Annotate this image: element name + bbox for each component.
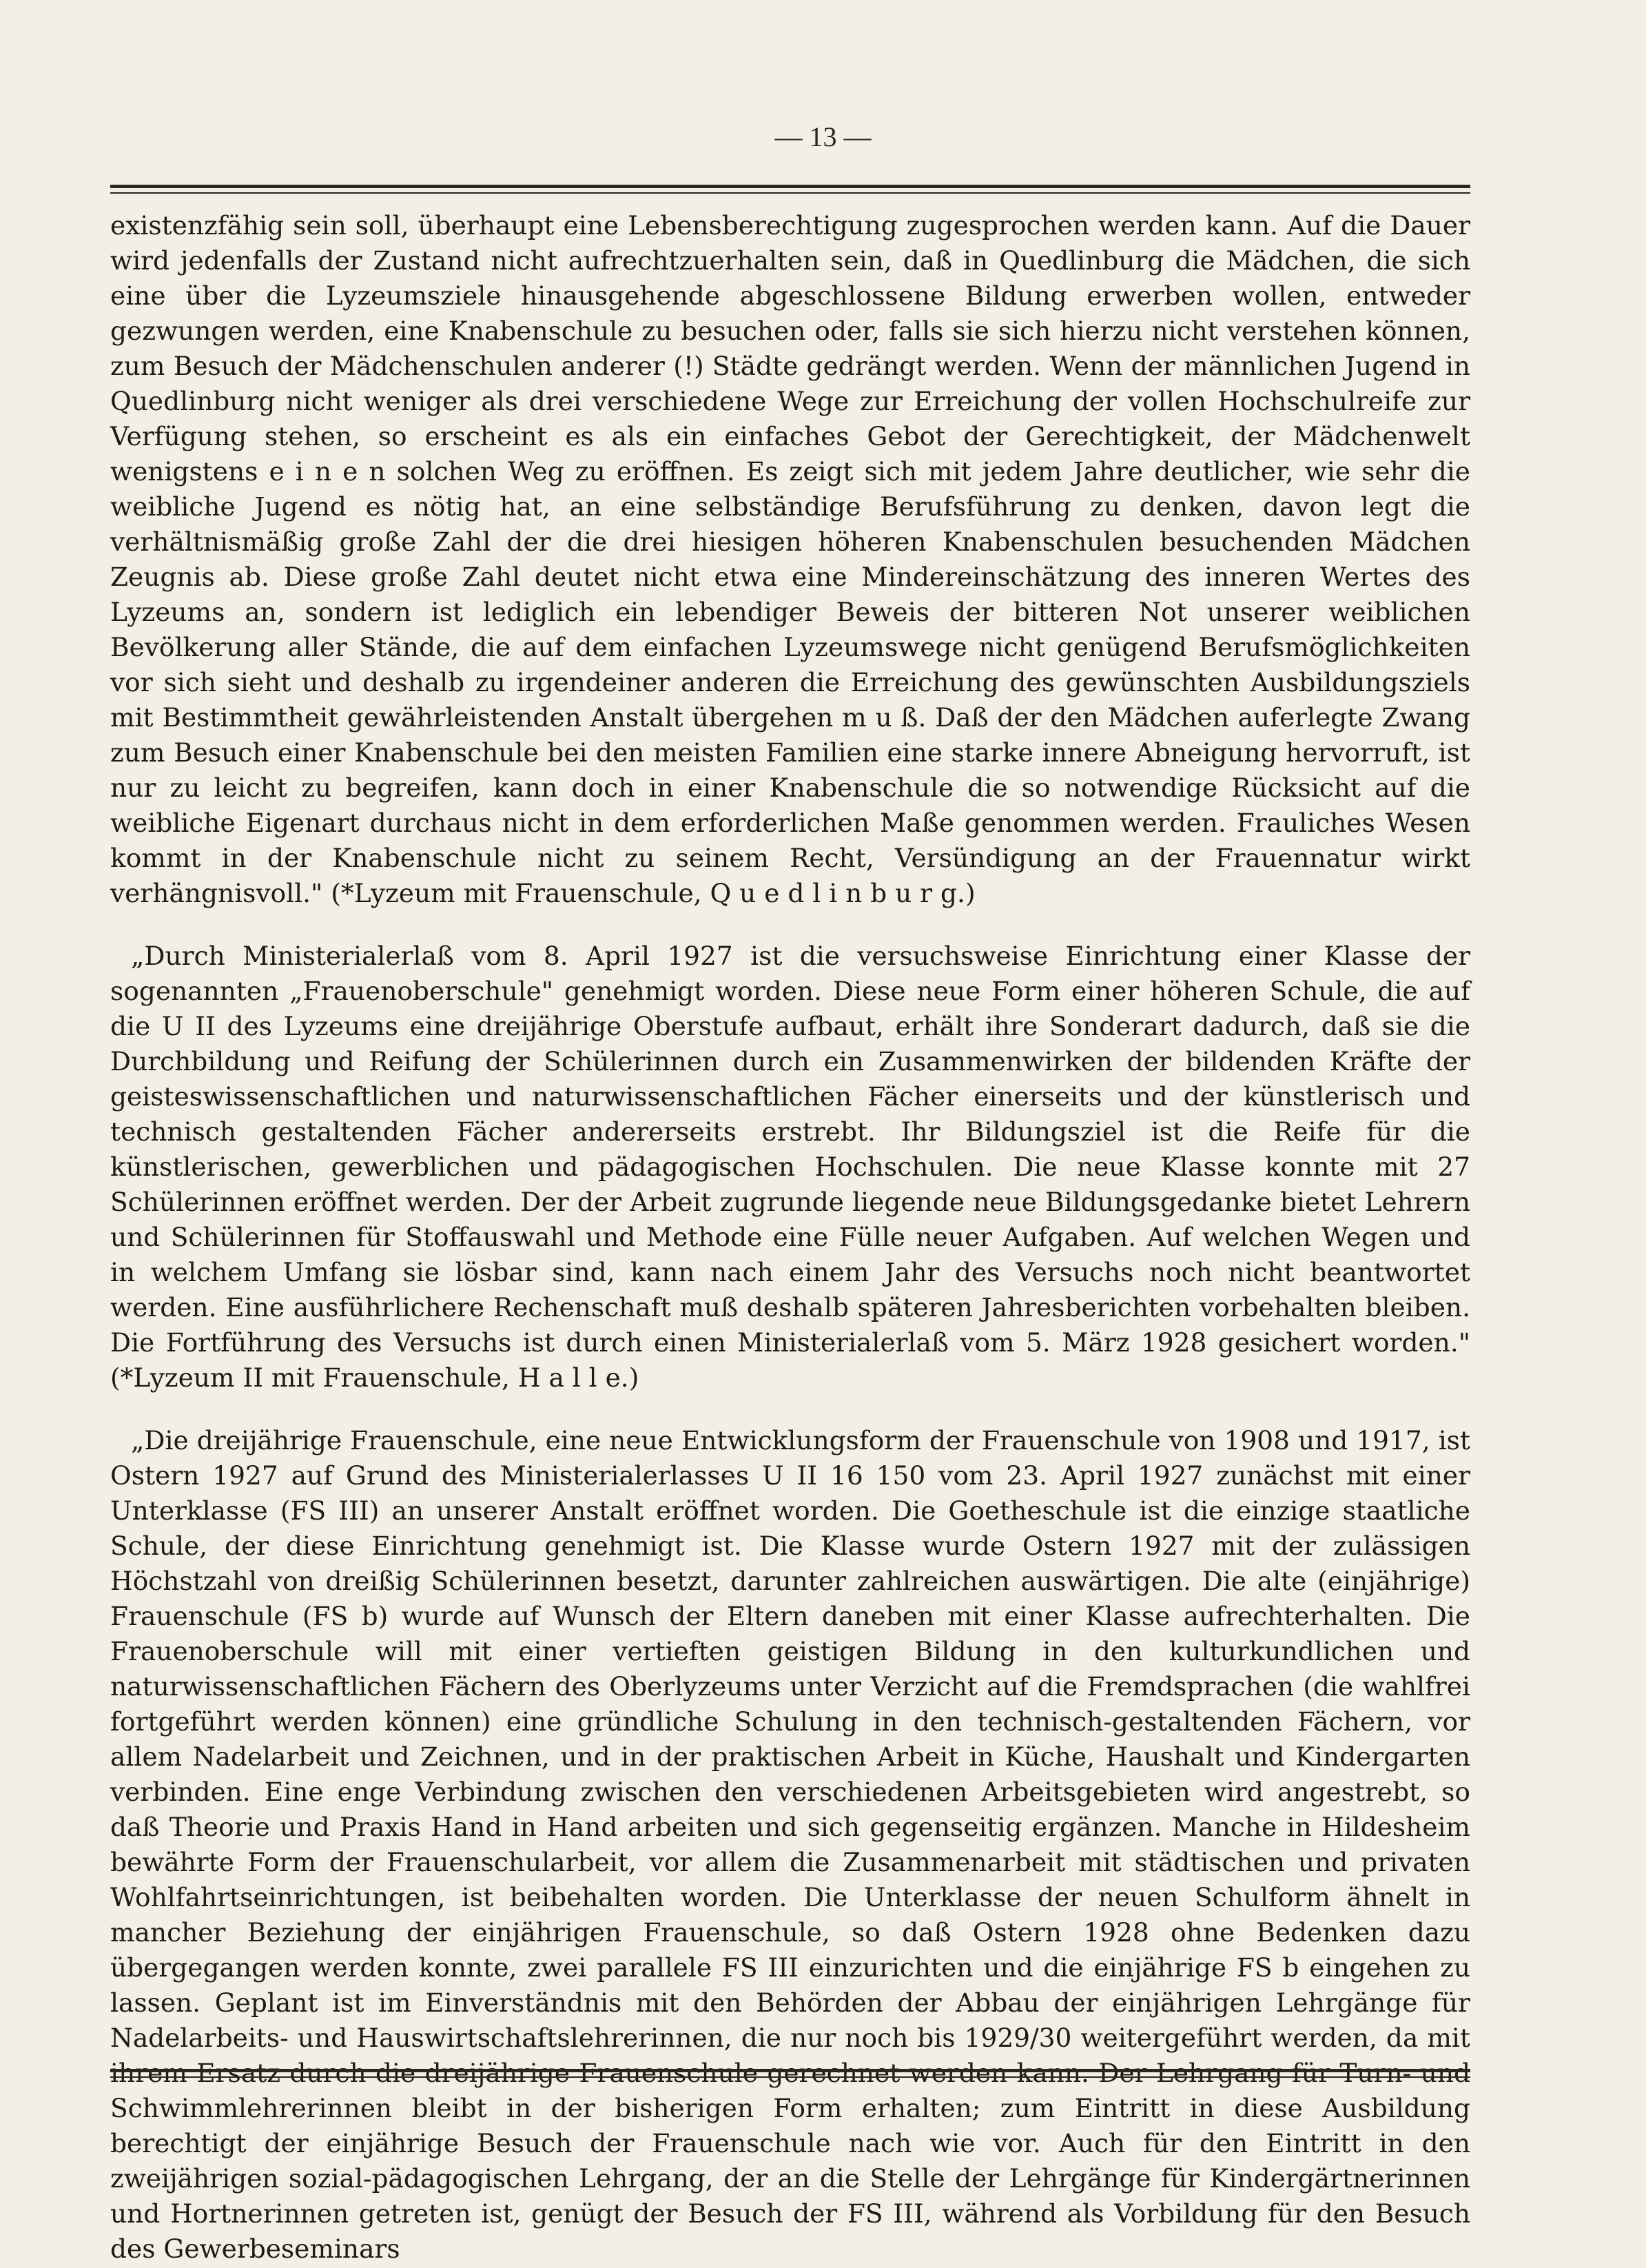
paragraph-2: „Durch Ministerialerlaß vom 8. April 1927 ist die versuchsweise Einrichtung einer Klasse der sogenannten „Frauenoberschule" genehmigt worden. Diese neue Form einer höheren Schule, die auf die U II des Lyzeums eine dreijährige Oberstufe aufbaut, erhält ihre Sonderart dadurch, daß sie die Durchbildung und Reifung der Schülerinnen durch ein Zusammenwirken der bildenden Kräfte der geisteswissenschaftlichen und naturwissenschaftlichen Fächer einerseits und der künstlerisch und technisch gestaltenden Fächer andererseits erstrebt. Ihr Bildungsziel ist die Reife für die künstlerischen, gewerblichen und pädagogischen Hochschulen. Die neue Klasse konnte mit 27 Schülerinnen eröffnet werden. Der der Arbeit zugrunde liegende neue Bildungsgedanke bietet Lehrern und Schülerinnen für Stoffauswahl und Methode eine Fülle neuer Aufgaben. Auf welchen Wegen und in welchem Umfang sie lösbar sind, kann nach einem Jahr des Versuchs noch nicht beantwortet werden. Eine ausführlichere Rechenschaft muß deshalb späteren Jahresberichten vorbehalten bleiben. Die Fortführung des Versuchs ist durch einen Ministerialerlaß vom 5. März 1928 gesichert worden." (*Lyzeum II mit Frauenschule, H a l l e.): [110, 941, 1470, 1393]
footer-rule: [110, 2069, 1470, 2078]
paragraph-1: existenzfähig sein soll, überhaupt eine Lebensberechtigung zugesprochen werden kann. Auf die Dauer wird jedenfalls der Zustand nicht aufrechtzuerhalten sein, daß in Quedlinburg die Mädchen, die sich eine über die Lyzeumsziele hinausgehende abgeschlossene Bildung erwerben wollen, entweder gezwungen werden, eine Knabenschule zu besuchen oder, falls sie sich hierzu nicht verstehen können, zum Besuch der Mädchenschulen anderer (!) Städte gedrängt werden. Wenn der männlichen Jugend in Quedlinburg nicht weniger als drei verschiedene Wege zur Erreichung der vollen Hochschulreife zur Verfügung stehen, so erscheint es als ein einfaches Gebot der Gerechtigkeit, der Mädchenwelt wenigstens e i n e n solchen Weg zu eröffnen. Es zeigt sich mit jedem Jahre deutlicher, wie sehr die weibliche Jugend es nötig hat, an eine selbständige Berufsführung zu denken, davon legt die verhältnismäßig große Zahl der die drei hiesigen höheren Knabenschulen besuchenden Mädchen Zeugnis ab. Diese große Zahl deutet nicht etwa eine Mindereinschätzung des inneren Wertes des Lyzeums an, sondern ist lediglich ein lebendiger Beweis der bitteren Not unserer weiblichen Bevölkerung aller Stände, die auf dem einfachen Lyzeumswege nicht genügend Berufsmöglichkeiten vor sich sieht und deshalb zu irgendeiner anderen die Erreichung des gewünschten Ausbildungsziels mit Bestimmtheit gewährleistenden Anstalt übergehen m u ß. Daß der den Mädchen auferlegte Zwang zum Besuch einer Knabenschule bei den meisten Familien eine starke innere Abneigung hervorruft, ist nur zu leicht zu begreifen, kann doch in einer Knabenschule die so notwendige Rücksicht auf die weibliche Eigenart durchaus nicht in dem erforderlichen Maße genommen werden. Frauliches Wesen kommt in der Knabenschule nicht zu seinem Recht, Versündigung an der Frauennatur wirkt verhängnisvoll." (*Lyzeum mit Frauenschule, Q u e d l i n b u r g.): [110, 210, 1470, 908]
body-text: [110, 208, 1470, 2267]
paragraph-3: „Die dreijährige Frauenschule, eine neue Entwicklungsform der Frauenschule von 1908 und 1917, ist Ostern 1927 auf Grund des Ministerialerlasses U II 16 150 vom 23. April 1927 zunächst mit einer Unterklasse (FS III) an unserer Anstalt eröffnet worden. Die Goetheschule ist die einzige staatliche Schule, der diese Einrichtung genehmigt ist. Die Klasse wurde Ostern 1927 mit der zulässigen Höchstzahl von dreißig Schülerinnen besetzt, darunter zahlreichen auswärtigen. Die alte (einjährige) Frauenschule (FS b) wurde auf Wunsch der Eltern daneben mit einer Klasse aufrechterhalten. Die Frauenoberschule will mit einer vertieften geistigen Bildung in den kulturkundlichen und naturwissenschaftlichen Fächern des Oberlyzeums unter Verzicht auf die Fremdsprachen (die wahlfrei fortgeführt werden können) eine gründliche Schulung in den technisch-gestaltenden Fächern, vor allem Nadelarbeit und Zeichnen, und in der praktischen Arbeit in Küche, Haushalt und Kindergarten verbinden. Eine enge Verbindung zwischen den verschiedenen Arbeitsgebieten wird angestrebt, so daß Theorie und Praxis Hand in Hand arbeiten und sich gegenseitig ergänzen. Manche in Hildesheim bewährte Form der Frauenschularbeit, vor allem die Zusammenarbeit mit städtischen und privaten Wohlfahrtseinrichtungen, ist beibehalten worden. Die Unterklasse der neuen Schulform ähnelt in mancher Beziehung der einjährigen Frauenschule, so daß Ostern 1928 ohne Bedenken dazu übergegangen werden konnte, zwei parallele FS III einzurichten und die einjährige FS b eingehen zu lassen. Geplant ist im Einverständnis mit den Behörden der Abbau der einjährigen Lehrgänge für Nadelarbeits- und Hauswirtschaftslehrerinnen, die nur noch bis 1929/30 weitergeführt werden, da mit ihrem Ersatz durch die dreijährige Frauenschule gerechnet werden kann. Der Lehrgang für Turn- und Schwimmlehrerinnen bleibt in der bisherigen Form erhalten; zum Eintritt in diese Ausbildung berechtigt der einjährige Besuch der Frauenschule nach wie vor. Auch für den Eintritt in den zweijährigen sozial-pädagogischen Lehrgang, der an die Stelle der Lehrgänge für Kindergärtnerinnen und Hortnerinnen getreten ist, genügt der Besuch der FS III, während als Vorbildung für den Besuch des Gewerbeseminars: [110, 1425, 1470, 2264]
header-rule: [110, 185, 1470, 194]
page-number: — 13 —: [774, 121, 872, 152]
